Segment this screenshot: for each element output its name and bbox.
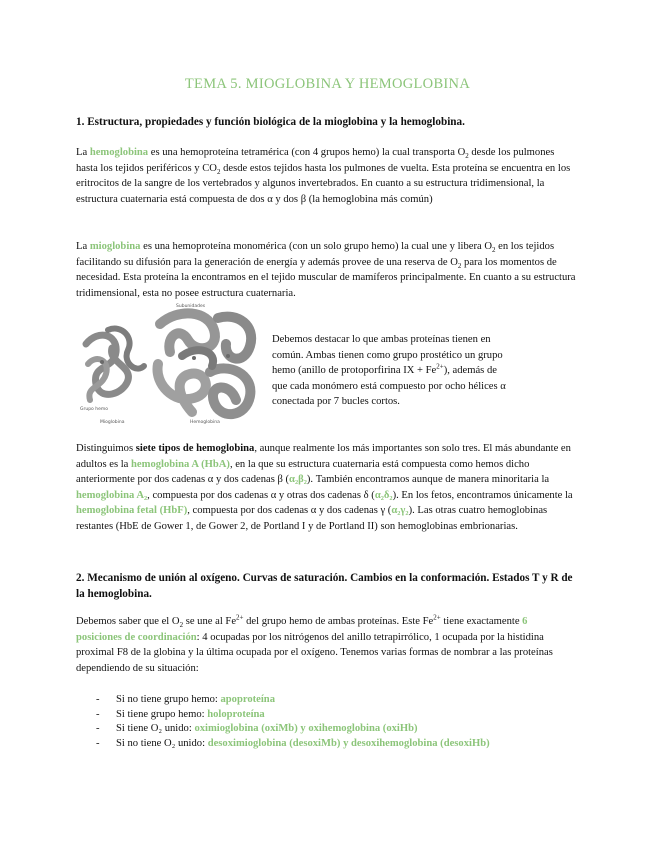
hemoglobin-term: hemoglobina	[89, 147, 149, 158]
list-item: - Si tiene grupo hemo: holoproteína	[96, 708, 490, 723]
common-features-text: Debemos destacar lo que ambas proteínas tienen en común. Ambas tienen como grupo prostético un grupo hemo (anillo de protoporfirina IX + $Fe^{2+}$), además de que cada monómero está compuesto por ocho hélices α conectada por 7 bucles cortos.	[272, 334, 506, 407]
section-1-heading: 1. Estructura, propiedades y función biológica de la mioglobina y la hemoglobina.	[76, 116, 465, 128]
heme-caption: Grupo hemo	[80, 407, 108, 412]
hba-term: hemoglobina A (HbA)	[131, 458, 230, 470]
myoglobin-term: mioglobina	[89, 241, 141, 252]
hemoglobin-types-paragraph: Distinguimos siete tipos de hemoglobina, aunque realmente los más importantes son solo tres. El más abundante en adultos es la hemoglobina A (HbA), en la que su estructura cuaternaria está compuesta como hemos dicho anteriormente por dos cadenas α y dos cadenas β (α₂β₂). También encontramos aunque de manera minoritaria la hemoglobina A₂, compuesta por dos cadenas α y otras dos cadenas δ (α₂δ₂). En los fetos, encontramos únicamente la hemoglobina fetal (HbF), compuesta por dos cadenas α y dos cadenas γ (α₂γ₂). Las otras cuatro hemoglobinas restantes (HbE de Gower 1, de Gower 2, de Portland I y de Portland II) son hemoglobinas embrionarias.	[76, 443, 573, 532]
list-item: - Si no tiene O₂ unido: desoximioglobina (desoxiMb) y desoxihemoglobina (desoxiHb)	[96, 737, 490, 752]
protein-structure-figure	[78, 304, 263, 430]
list-item: - Si tiene O₂ unido: oximioglobina (oxiMb) y oxihemoglobina (oxiHb)	[96, 722, 490, 737]
hba2-term: hemoglobina A₂	[76, 489, 148, 501]
hemoglobin-paragraph: La hemoglobina es una hemoproteína tetramérica (con 4 grupos hemo) la cual transporta $O_2$ desde los pulmones hasta los tejidos periféricos y $CO_2$ desde estos tejidos hasta los pulmones de vuelta. Esta proteína se encuentra en los eritrocitos de la sangre de los vertebrados y algunos invertebrados. En cuanto a su estructura tridimensional, la estructura cuaternaria está compuesta de dos α y dos β (la hemoglobina más común)	[76, 147, 571, 205]
subunits-caption: Subunidades	[176, 304, 206, 309]
section-2-heading: 2. Mecanismo de unión al oxígeno. Curvas de saturación. Cambios en la conformación. Estados T y R de la hemoglobina.	[76, 572, 573, 600]
hbf-term: hemoglobina fetal (HbF)	[76, 505, 188, 516]
list-item: - Si no tiene grupo hemo: apoproteína	[96, 693, 490, 708]
hemoglobin-caption: Hemoglobina	[190, 420, 220, 425]
oxygen-binding-paragraph: Debemos saber que el $O_2$ se une al $Fe^{2+}$ del grupo hemo de ambas proteínas. Este $Fe^{2+}$ tiene exactamente 6 posiciones de coordinación: 4 ocupadas por los nitrógenos del anillo tetrapirrólico, 1 ocupada por la histidina proximal F8 de la globina y la última ocupada por el oxígeno. Tenemos varias formas de nombrar a las proteínas dependiendo de su situación:	[76, 613, 553, 674]
document-title: TEMA 5. MIOGLOBINA Y HEMOGLOBINA	[184, 76, 471, 92]
protein-forms-list	[96, 693, 490, 751]
coordination-term: 6 posiciones de coordinación	[76, 616, 528, 643]
myoglobin-paragraph: La mioglobina es una hemoproteína monomérica (con un solo grupo hemo) la cual une y libera $O_2$ en los tejidos facilitando su difusión para la generación de energía y además provee de una reserva de $O_2$ para los momentos de necesidad. Esta proteína la encontramos en el tejido muscular de mamíferos principalmente. En cuanto a su estructura tridimensional, esta no posee estructura cuaternaria.	[76, 241, 576, 299]
myoglobin-caption: Mioglobina	[100, 420, 125, 425]
